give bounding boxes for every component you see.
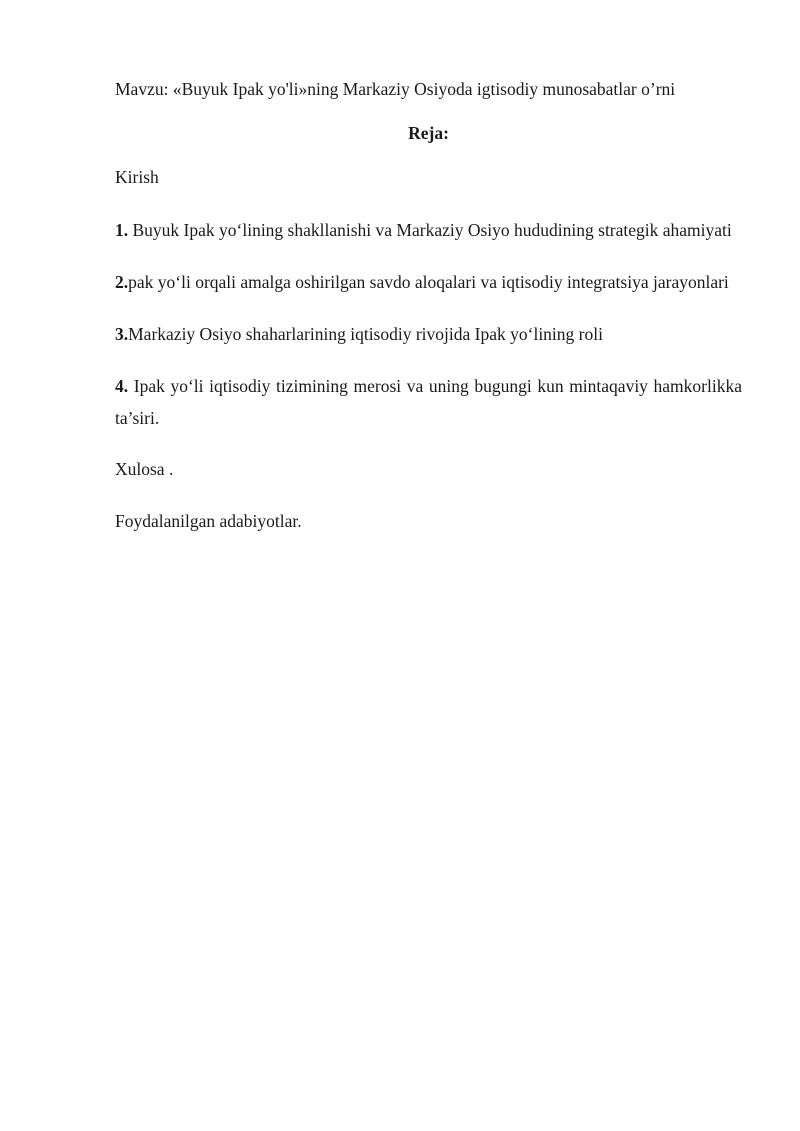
plan-item-2 [115, 266, 742, 298]
plan-item-text: Ipak yo‘li iqtisodiy tizimining merosi va uning bugungi kun mintaqaviy hamkorlikka ta’siri. [115, 376, 742, 428]
plan-item-number: 3. [115, 324, 129, 344]
plan-item-text: Markaziy Osiyo shaharlarining iqtisodiy rivojida Ipak yo‘lining roli [128, 324, 603, 344]
references-heading: Foydalanilgan adabiyotlar. [115, 511, 302, 531]
plan-item-text: Buyuk Ipak yo‘lining shakllanishi va Markaziy Osiyo hududining strategik ahamiyati [128, 220, 732, 240]
plan-item-3 [115, 318, 742, 350]
intro-heading: Kirish [115, 167, 159, 187]
plan-item-number: 4. [115, 376, 129, 396]
plan-item-number: 2. [115, 272, 129, 292]
plan-item-text: pak yo‘li orqali amalga oshirilgan savdo aloqalari va iqtisodiy integratsiya jarayonlari [128, 272, 729, 292]
plan-item-4 [115, 370, 742, 434]
document-content [115, 74, 742, 536]
plan-title: Reja: [408, 123, 449, 143]
conclusion-heading: Xulosa . [115, 459, 174, 479]
plan-item-1 [115, 214, 742, 246]
document-topic: Mavzu: «Buyuk Ipak yo'li»ning Markaziy Osiyoda igtisodiy munosabatlar o’rni [115, 79, 676, 99]
plan-item-number: 1. [115, 220, 129, 240]
